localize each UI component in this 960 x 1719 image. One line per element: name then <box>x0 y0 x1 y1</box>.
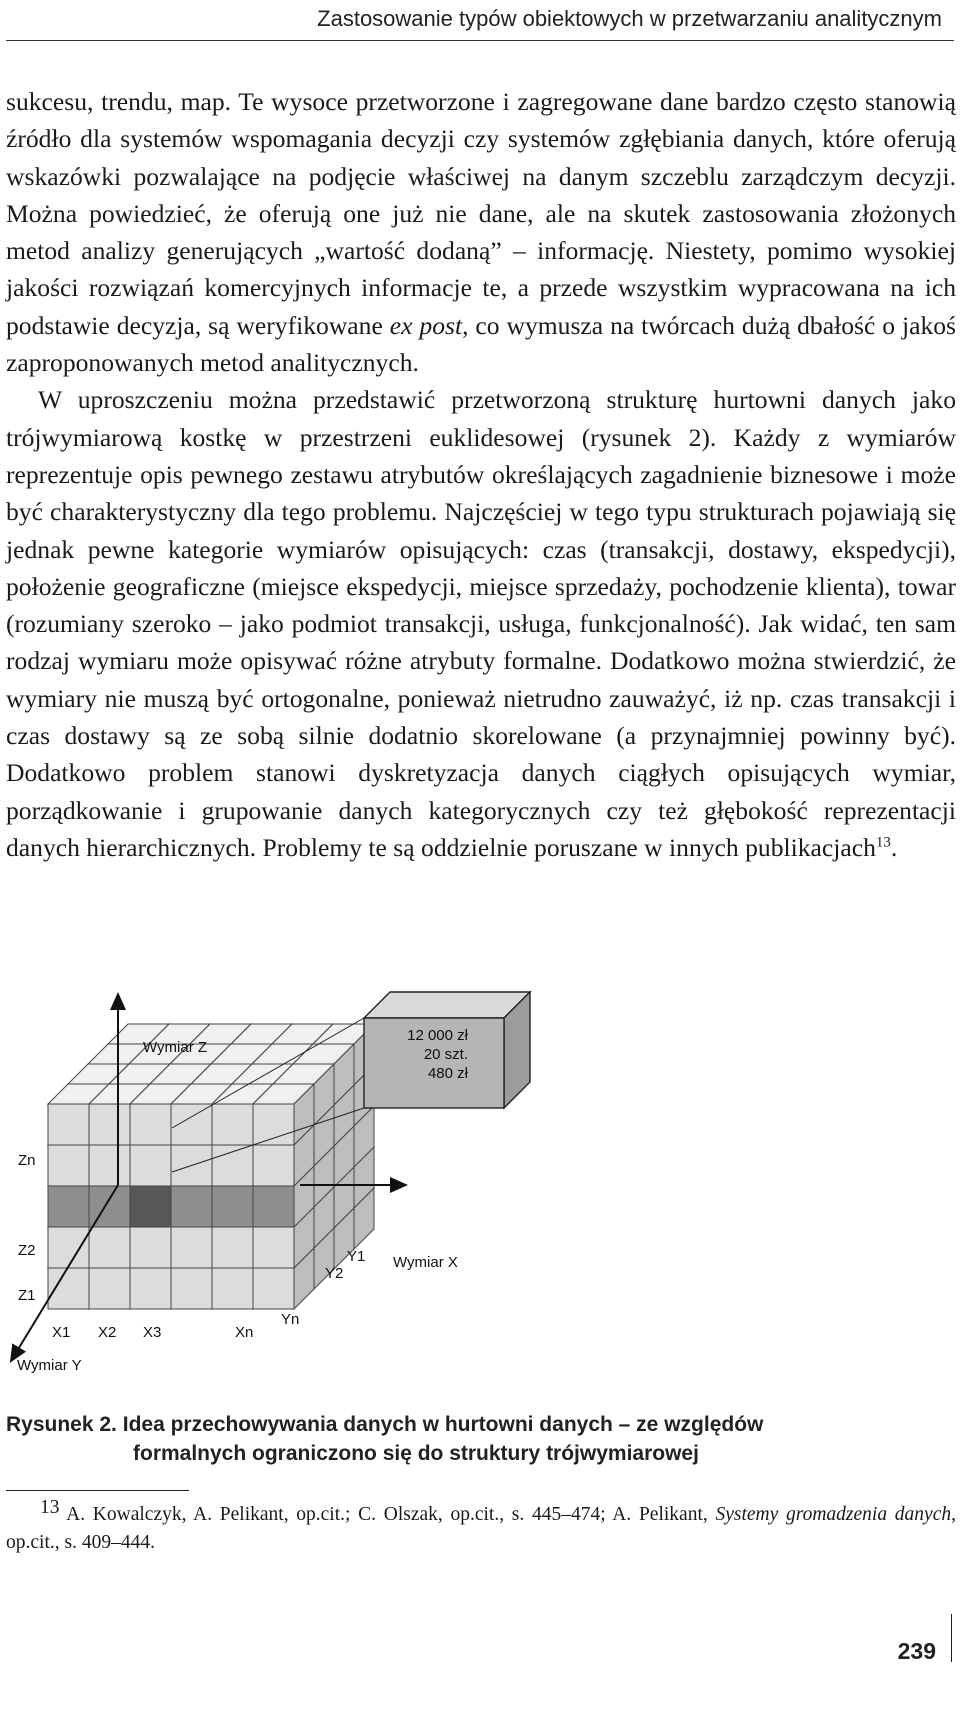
running-title: Zastosowanie typów obiektowych w przetwarzaniu analitycznym <box>317 6 942 31</box>
running-header <box>0 0 960 44</box>
footnote <box>6 1496 956 1557</box>
figure-caption <box>6 1410 763 1468</box>
cube-front-face <box>253 1104 294 1145</box>
cube-front-face <box>130 1268 171 1309</box>
cube-front-face <box>130 1227 171 1268</box>
cube-front-face <box>212 1227 253 1268</box>
x-label-1: X1 <box>52 1324 71 1341</box>
paragraph-2 <box>6 381 956 866</box>
x-label-n: Xn <box>235 1324 254 1341</box>
figure-data-cube <box>0 990 960 1390</box>
caption-line-2: formalnych ograniczono się do struktury trójwymiarowej <box>133 1442 699 1465</box>
caption-text-1: Idea przechowywania danych w hurtowni danych – ze względów <box>122 1413 764 1436</box>
cube-front-face <box>212 1104 253 1145</box>
data-cube-diagram <box>0 990 960 1390</box>
cell-value-quantity: 20 szt. <box>423 1046 468 1063</box>
z-label-2: Z2 <box>18 1242 36 1259</box>
z-label-1: Z1 <box>18 1287 36 1304</box>
paragraph-2-text: W uproszczeniu można przedstawić przetworzoną strukturę hurtowni danych jako trójwymiarową kostkę w przestrzeni euklidesowej (rysunek 2). Każdy z wymiarów reprezentuje opis pewnego zestawu atrybutów określających zagadnienie biznesowe i może być charakterystyczny dla tego problemu. Najczęściej w tego typu strukturach pojawiają się jednak pewne kategorie wymiarów opisujących: czas (transakcji, dostawy, ekspedycji), położenie geograficzne (miejsce ekspedycji, miejsce sprzedaży, pochodzenie klienta), towar (rozumiany szeroko – jako podmiot transakcji, usługa, funkcjonalność). Jak widać, ten sam rodzaj wymiaru może opisywać różne atrybuty formalne. Dodatkowo można stwierdzić, że wymiary nie muszą być ortogonalne, ponieważ nietrudno zauważyć, iż np. czas transakcji i czas dostawy są ze sobą silnie dodatnio skorelowane (a przynajmniej powinny być). Dodatkowo problem stanowi dyskretyzacja danych ciągłych opisujących wymiar, porządkowanie i grupowanie danych kategorycznych czy też głębokość reprezentacji danych hierarchicznych. Problemy te są oddzielnie poruszane w innych publikacjach <box>6 385 956 862</box>
cube-front-face <box>48 1186 89 1227</box>
axis-y-label: Wymiar Y <box>17 1357 82 1374</box>
paragraph-1 <box>6 83 956 381</box>
cube-front-face <box>253 1227 294 1268</box>
cube-front-face <box>171 1268 212 1309</box>
cell-value-unit-price: 480 zł <box>427 1065 468 1082</box>
y-label-2: Y2 <box>325 1265 344 1282</box>
cube-front-face <box>89 1268 130 1309</box>
page-number-rule <box>951 1614 952 1662</box>
detail-cube-top <box>364 992 530 1018</box>
cube-front-face <box>89 1227 130 1268</box>
z-label-n: Zn <box>18 1152 36 1169</box>
y-label-n: Yn <box>281 1311 300 1328</box>
body-text <box>6 83 956 866</box>
paragraph-2-end: . <box>890 832 898 862</box>
footnote-number: 13 <box>40 1496 60 1518</box>
cell-value-amount: 12 000 zł <box>407 1027 468 1044</box>
cube-front-face <box>130 1104 171 1145</box>
cube-front-face <box>212 1268 253 1309</box>
footnote-text-end: , op.cit., s. 409–444. <box>6 1504 956 1553</box>
caption-label: Rysunek 2. <box>6 1413 117 1436</box>
page-number: 239 <box>897 1638 936 1664</box>
cube-front-face <box>253 1145 294 1186</box>
footnote-title: Systemy gromadzenia danych <box>715 1504 952 1525</box>
cube-front-face <box>130 1145 171 1186</box>
footnote-rule <box>6 1490 189 1491</box>
cube-front-face <box>253 1186 294 1227</box>
paragraph-1-end: , co wymusza na twórcach dużą dbałość o jakoś zaproponowanych metod analitycznych. <box>6 310 956 378</box>
footnote-text: A. Kowalczyk, A. Pelikant, op.cit.; C. Olszak, op.cit., s. 445–474; A. Pelikant, <box>59 1504 716 1525</box>
x-label-2: X2 <box>98 1324 117 1341</box>
footnote-reference[interactable]: 13 <box>875 834 891 851</box>
detail-cube <box>364 992 530 1108</box>
cube-front-face <box>171 1227 212 1268</box>
cube-front-face <box>171 1186 212 1227</box>
axis-z-label: Wymiar Z <box>143 1039 208 1056</box>
x-label-3: X3 <box>143 1324 162 1341</box>
cube-front-face <box>212 1145 253 1186</box>
caption-line-1 <box>6 1410 763 1439</box>
cube-front-face <box>212 1186 253 1227</box>
paragraph-1-text: sukcesu, trendu, map. Te wysoce przetworzone i zagregowane dane bardzo często stanowią źródło dla systemów wspomagania decyzji czy systemów zgłębiania danych, które oferują wskazówki pozwalające na podjęcie właściwej na danym szczeblu zarządczym decyzji. Można powiedzieć, że oferują one już nie dane, ale na skutek zastosowania złożonych metod analizy generujących „wartość dodaną” – informację. Niestety, pomimo wysokiej jakości rozwiązań komercyjnych informacje te, a przede wszystkim wypracowana na ich podstawie decyzja, są weryfikowane <box>6 87 956 340</box>
cube-front-face <box>48 1145 89 1186</box>
paragraph-1-emphasis: ex post <box>389 310 463 340</box>
cube-front-face <box>48 1104 89 1145</box>
y-label-1: Y1 <box>347 1248 366 1265</box>
header-rule <box>6 40 954 41</box>
cube-front-face <box>130 1186 171 1227</box>
axis-x-label: Wymiar X <box>393 1254 458 1271</box>
cube-front-face <box>48 1227 89 1268</box>
cube-front-face <box>89 1145 130 1186</box>
cube-front-face <box>253 1268 294 1309</box>
cube-front-face <box>89 1104 130 1145</box>
